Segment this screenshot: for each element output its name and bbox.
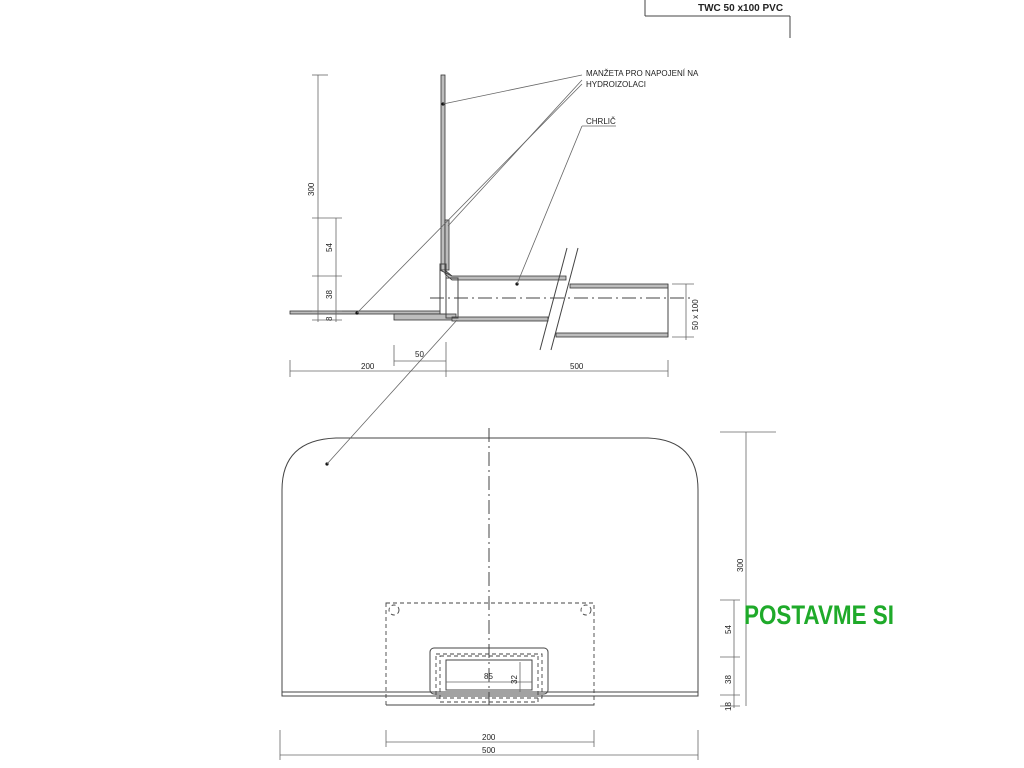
dim-plan-38: 38 bbox=[724, 675, 733, 684]
collar-label-line1: MANŽETA PRO NAPOJENÍ NA bbox=[586, 69, 699, 78]
drawing-title: TWC 50 x100 PVC bbox=[698, 3, 784, 14]
dim-pipe-size: 50 x 100 bbox=[691, 299, 700, 330]
collar-flange bbox=[290, 311, 440, 314]
dim-section-38: 38 bbox=[325, 290, 334, 299]
section-view bbox=[290, 69, 700, 377]
dim-section-50: 50 bbox=[415, 350, 424, 359]
dim-plan-200: 200 bbox=[482, 733, 496, 742]
dim-plan-85: 85 bbox=[484, 672, 493, 681]
dim-plan-300: 300 bbox=[736, 558, 745, 572]
dim-section-500: 500 bbox=[570, 362, 584, 371]
dim-plan-32: 32 bbox=[510, 675, 519, 684]
title-block bbox=[645, 0, 790, 38]
dim-section-54: 54 bbox=[325, 243, 334, 252]
plan-outline bbox=[282, 438, 698, 696]
dim-section-300: 300 bbox=[307, 182, 316, 196]
brand-logo-text: POSTAVME SI bbox=[744, 600, 894, 630]
dim-section-200: 200 bbox=[361, 362, 375, 371]
plan-view bbox=[280, 320, 776, 760]
dim-section-8: 8 bbox=[325, 316, 334, 321]
dim-plan-54: 54 bbox=[724, 625, 733, 634]
dim-plan-500: 500 bbox=[482, 746, 496, 755]
dim-plan-18: 18 bbox=[724, 702, 733, 711]
collar-label-line2: HYDROIZOLACI bbox=[586, 80, 647, 89]
spout-label: CHRLIČ bbox=[586, 117, 616, 126]
